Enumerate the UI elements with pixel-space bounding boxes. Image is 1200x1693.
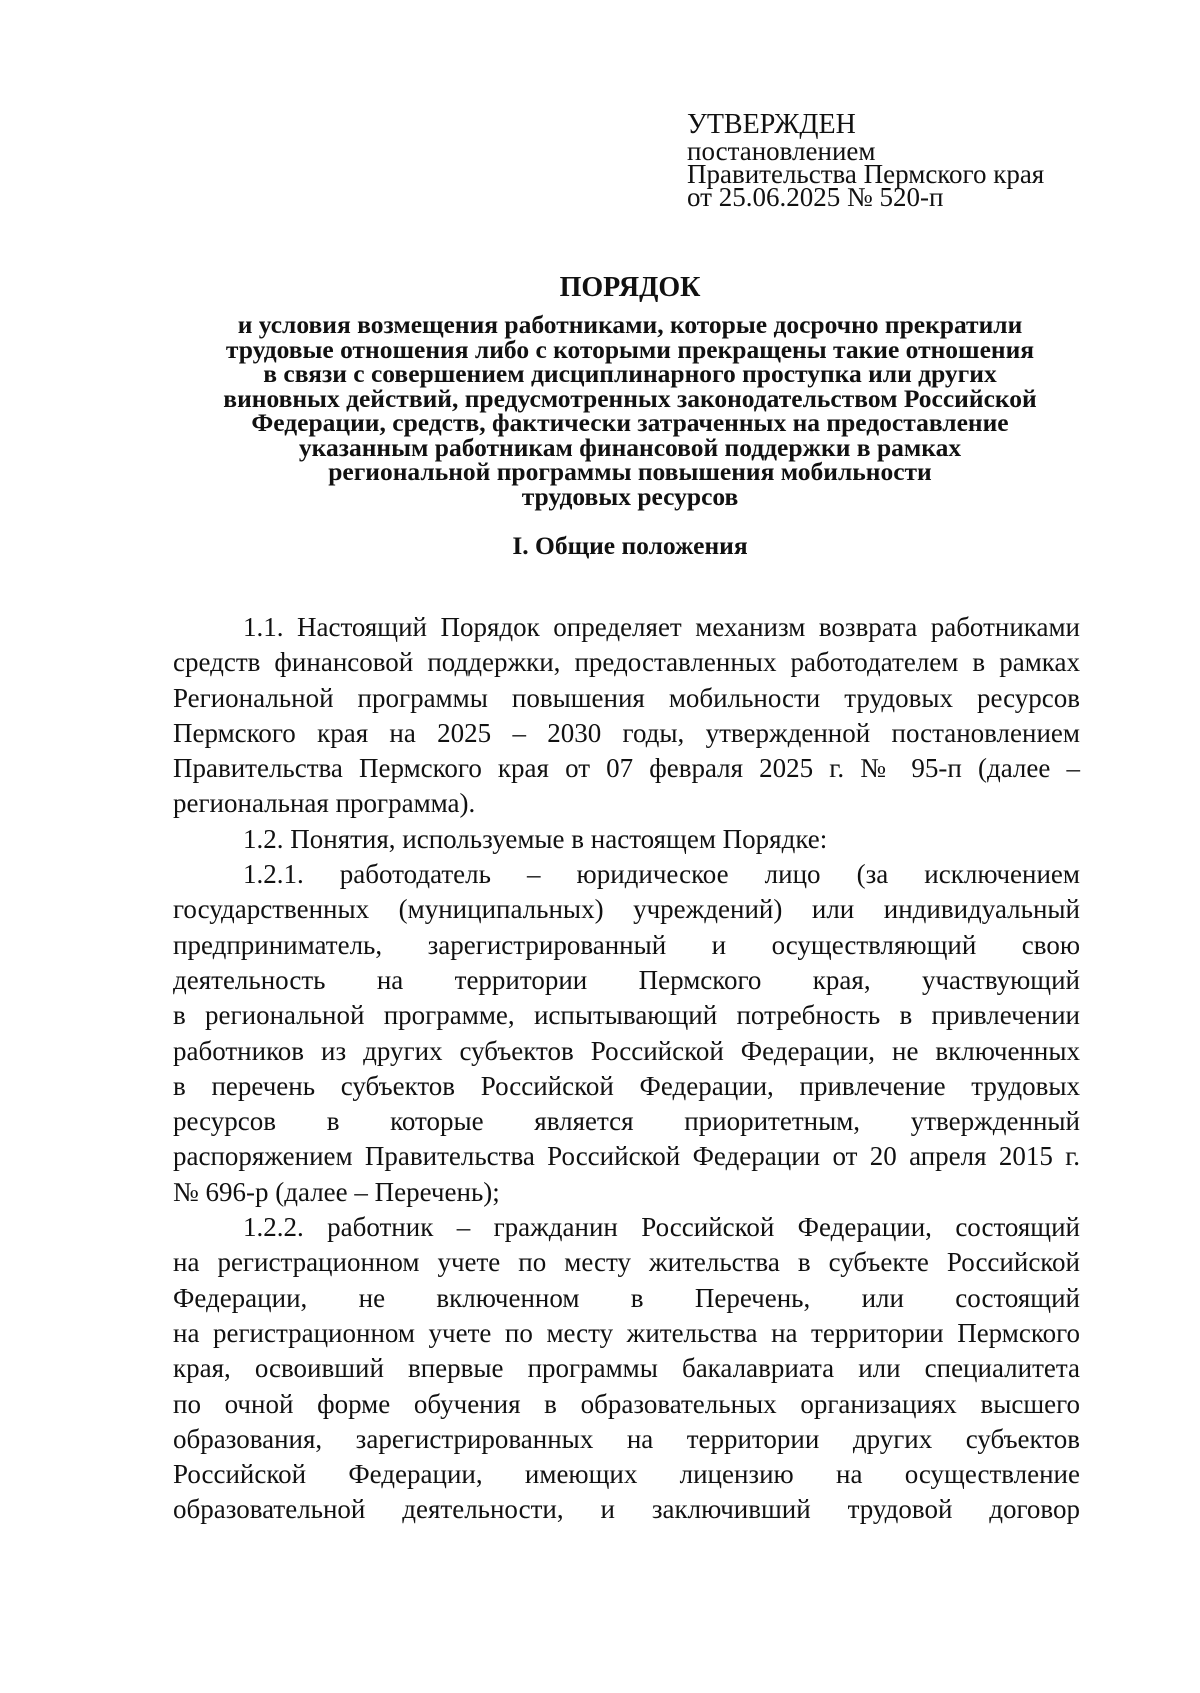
text-line: деятельность на территории Пермского края, участвующий (173, 964, 1080, 995)
document-subtitle (150, 310, 1110, 511)
text-line: региональная программа). (173, 788, 476, 819)
section-heading: I. Общие положения (512, 531, 748, 560)
text-line: на регистрационном учете по месту жительства на территории Пермского (173, 1317, 1080, 1348)
approval-date: от 25.06.2025 № 520-п (687, 182, 944, 212)
subtitle-line: трудовых ресурсов (521, 481, 739, 511)
document-title: ПОРЯДОК (559, 272, 701, 303)
subtitle-line: и условия возмещения работниками, которые досрочно прекратили (237, 310, 1023, 339)
text-line: в региональной программе, испытывающий потребность в привлечении (173, 1000, 1080, 1031)
text-line: Региональной программы повышения мобильности трудовых ресурсов (173, 682, 1080, 713)
subtitle-line: Федерации, средств, фактически затраченных на предоставление (251, 408, 1009, 437)
text-line: 1.2. Понятия, используемые в настоящем Порядке: (243, 823, 828, 854)
text-line: образовательной деятельности, и заключивший трудовой договор (173, 1494, 1080, 1525)
text-line: края, освоивший впервые программы бакалавриата или специалитета (173, 1353, 1080, 1384)
subtitle-line: указанным работникам финансовой поддержки в рамках (298, 432, 962, 462)
text-line: предприниматель, зарегистрированный и осуществляющий свою (173, 929, 1080, 960)
approval-stamp (687, 109, 1045, 212)
text-line: по очной форме обучения в образовательных организациях высшего (173, 1388, 1080, 1419)
text-line: 1.1. Настоящий Порядок определяет механизм возврата работниками (243, 612, 1080, 642)
text-line: № 696-р (далее – Перечень); (173, 1176, 500, 1207)
text-line: распоряжением Правительства Российской Федерации от 20 апреля 2015 г. (173, 1141, 1080, 1172)
text-line: Правительства Пермского края от 07 февраля 2025 г. № 95-п (далее – (173, 753, 1080, 784)
text-line: Пермского края на 2025 – 2030 годы, утвержденной постановлением (173, 717, 1080, 748)
subtitle-line: в связи с совершением дисциплинарного проступка или других (263, 359, 997, 388)
approval-line: постановлением (687, 136, 876, 166)
subtitle-line: региональной программы повышения мобильности (328, 457, 932, 486)
text-line: средств финансовой поддержки, предоставленных работодателем в рамках (173, 647, 1080, 678)
text-line: 1.2.1. работодатель – юридическое лицо (за исключением (243, 859, 1080, 890)
text-line: Федерации, не включенном в Перечень, или состоящий (173, 1282, 1080, 1313)
approval-heading: УТВЕРЖДЕН (687, 109, 856, 140)
approval-line: Правительства Пермского края (687, 159, 1045, 189)
text-line: образования, зарегистрированных на территории других субъектов (173, 1423, 1080, 1454)
text-line: работников из других субъектов Российской Федерации, не включенных (173, 1035, 1080, 1066)
subtitle-line: трудовые отношения либо с которыми прекращены такие отношения (225, 334, 1035, 364)
text-line: государственных (муниципальных) учреждений) или индивидуальный (173, 894, 1080, 925)
text-line: в перечень субъектов Российской Федерации, привлечение трудовых (173, 1070, 1080, 1101)
text-line: на регистрационном учете по месту жительства в субъекте Российской (173, 1247, 1080, 1278)
text-line: 1.2.2. работник – гражданин Российской Федерации, состоящий (243, 1212, 1080, 1243)
subtitle-line: виновных действий, предусмотренных законодательством Российской (223, 383, 1037, 413)
body-text (173, 610, 1080, 1528)
text-line: Российской Федерации, имеющих лицензию на осуществление (173, 1459, 1080, 1490)
text-line: ресурсов в которые является приоритетным, утвержденный (173, 1106, 1080, 1137)
